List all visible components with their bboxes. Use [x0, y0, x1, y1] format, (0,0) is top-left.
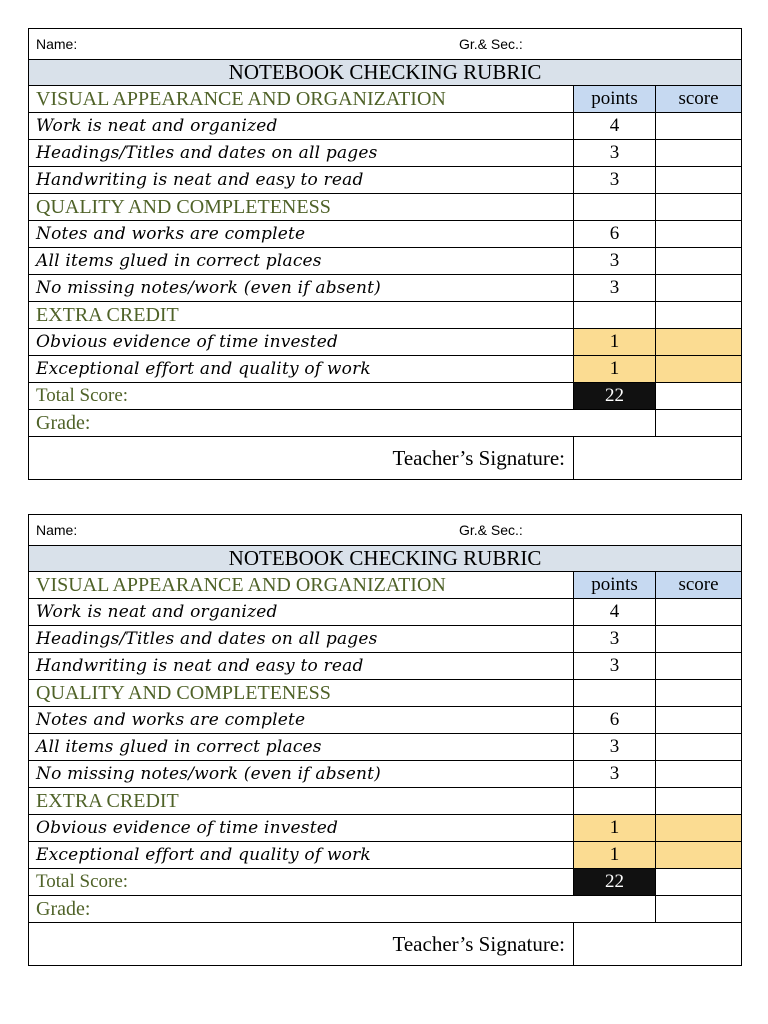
criterion-row: [29, 599, 742, 626]
total-row: [29, 383, 742, 410]
points-value: 6: [574, 707, 656, 734]
criterion-row: [29, 275, 742, 302]
criterion-label: Work is neat and organized: [29, 113, 574, 140]
grade-cell[interactable]: [656, 410, 742, 437]
score-cell[interactable]: [656, 167, 742, 194]
points-column-header: points: [574, 572, 656, 599]
criterion-label: Headings/Titles and dates on all pages: [29, 626, 574, 653]
rubric-card: [28, 28, 741, 480]
score-column-header: score: [656, 86, 742, 113]
grade-section-label: Gr.& Sec.:: [459, 522, 523, 538]
criterion-label: Notes and works are complete: [29, 221, 574, 248]
points-value: 1: [574, 842, 656, 869]
total-score-cell[interactable]: [656, 869, 742, 896]
total-row: [29, 869, 742, 896]
points-value: 1: [574, 329, 656, 356]
score-cell[interactable]: [656, 761, 742, 788]
empty-cell: [574, 788, 656, 815]
section-header-row: [29, 572, 742, 599]
criterion-row: [29, 329, 742, 356]
name-row: [29, 29, 742, 60]
rubric-table: [28, 514, 742, 966]
empty-cell: [574, 680, 656, 707]
points-value: 3: [574, 275, 656, 302]
score-cell[interactable]: [656, 113, 742, 140]
name-label: Name:: [36, 36, 78, 52]
score-cell[interactable]: [656, 356, 742, 383]
section-header-row: [29, 86, 742, 113]
score-cell[interactable]: [656, 275, 742, 302]
section-heading: VISUAL APPEARANCE AND ORGANIZATION: [29, 86, 574, 113]
criterion-row: [29, 707, 742, 734]
criterion-label: Obvious evidence of time invested: [29, 815, 574, 842]
section-heading: EXTRA CREDIT: [29, 788, 574, 815]
score-cell[interactable]: [656, 329, 742, 356]
section-heading: VISUAL APPEARANCE AND ORGANIZATION: [29, 572, 574, 599]
score-cell[interactable]: [656, 653, 742, 680]
score-cell[interactable]: [656, 842, 742, 869]
criterion-row: [29, 221, 742, 248]
points-value: 3: [574, 248, 656, 275]
section-header-row: [29, 788, 742, 815]
empty-cell: [656, 788, 742, 815]
points-value: 3: [574, 761, 656, 788]
score-cell[interactable]: [656, 626, 742, 653]
criterion-label: Notes and works are complete: [29, 707, 574, 734]
points-column-header: points: [574, 86, 656, 113]
criterion-row: [29, 815, 742, 842]
criterion-label: Exceptional effort and quality of work: [29, 842, 574, 869]
total-score-label: Total Score:: [29, 383, 574, 410]
signature-label: Teacher’s Signature:: [29, 923, 574, 966]
criterion-row: [29, 167, 742, 194]
criterion-label: No missing notes/work (even if absent): [29, 761, 574, 788]
signature-cell[interactable]: [574, 437, 742, 480]
section-header-row: [29, 194, 742, 221]
signature-row: [29, 437, 742, 480]
title-row: [29, 546, 742, 572]
criterion-label: All items glued in correct places: [29, 248, 574, 275]
empty-cell: [656, 680, 742, 707]
section-header-row: [29, 302, 742, 329]
criterion-label: Handwriting is neat and easy to read: [29, 653, 574, 680]
empty-cell: [656, 302, 742, 329]
rubric-title: NOTEBOOK CHECKING RUBRIC: [29, 546, 742, 572]
grade-label: Grade:: [29, 896, 656, 923]
criterion-row: [29, 734, 742, 761]
grade-label: Grade:: [29, 410, 656, 437]
criterion-row: [29, 761, 742, 788]
score-cell[interactable]: [656, 815, 742, 842]
points-value: 4: [574, 113, 656, 140]
criterion-label: Obvious evidence of time invested: [29, 329, 574, 356]
score-cell[interactable]: [656, 734, 742, 761]
criterion-label: No missing notes/work (even if absent): [29, 275, 574, 302]
score-cell[interactable]: [656, 599, 742, 626]
total-score-cell[interactable]: [656, 383, 742, 410]
empty-cell: [574, 194, 656, 221]
points-value: 1: [574, 356, 656, 383]
signature-label: Teacher’s Signature:: [29, 437, 574, 480]
criterion-row: [29, 842, 742, 869]
score-column-header: score: [656, 572, 742, 599]
grade-row: [29, 410, 742, 437]
empty-cell: [574, 302, 656, 329]
grade-section-label: Gr.& Sec.:: [459, 36, 523, 52]
rubric-table: [28, 28, 742, 480]
title-row: [29, 60, 742, 86]
section-heading: EXTRA CREDIT: [29, 302, 574, 329]
points-value: 3: [574, 140, 656, 167]
score-cell[interactable]: [656, 221, 742, 248]
points-value: 1: [574, 815, 656, 842]
criterion-row: [29, 113, 742, 140]
signature-row: [29, 923, 742, 966]
section-heading: QUALITY AND COMPLETENESS: [29, 194, 574, 221]
points-value: 3: [574, 653, 656, 680]
criterion-label: Handwriting is neat and easy to read: [29, 167, 574, 194]
section-header-row: [29, 680, 742, 707]
section-heading: QUALITY AND COMPLETENESS: [29, 680, 574, 707]
points-value: 3: [574, 626, 656, 653]
criterion-row: [29, 626, 742, 653]
name-row: [29, 515, 742, 546]
name-label: Name:: [36, 522, 78, 538]
criterion-row: [29, 356, 742, 383]
empty-cell: [656, 194, 742, 221]
points-value: 6: [574, 221, 656, 248]
score-cell[interactable]: [656, 140, 742, 167]
total-points-value: 22: [574, 383, 656, 410]
criterion-label: Headings/Titles and dates on all pages: [29, 140, 574, 167]
criterion-label: Exceptional effort and quality of work: [29, 356, 574, 383]
criterion-label: Work is neat and organized: [29, 599, 574, 626]
score-cell[interactable]: [656, 248, 742, 275]
criterion-row: [29, 140, 742, 167]
grade-row: [29, 896, 742, 923]
criterion-label: All items glued in correct places: [29, 734, 574, 761]
score-cell[interactable]: [656, 707, 742, 734]
rubric-title: NOTEBOOK CHECKING RUBRIC: [29, 60, 742, 86]
name-cell[interactable]: [29, 29, 742, 60]
points-value: 3: [574, 734, 656, 761]
criterion-row: [29, 653, 742, 680]
total-points-value: 22: [574, 869, 656, 896]
criterion-row: [29, 248, 742, 275]
points-value: 4: [574, 599, 656, 626]
rubric-card: [28, 514, 741, 966]
points-value: 3: [574, 167, 656, 194]
signature-cell[interactable]: [574, 923, 742, 966]
name-cell[interactable]: [29, 515, 742, 546]
grade-cell[interactable]: [656, 896, 742, 923]
total-score-label: Total Score:: [29, 869, 574, 896]
